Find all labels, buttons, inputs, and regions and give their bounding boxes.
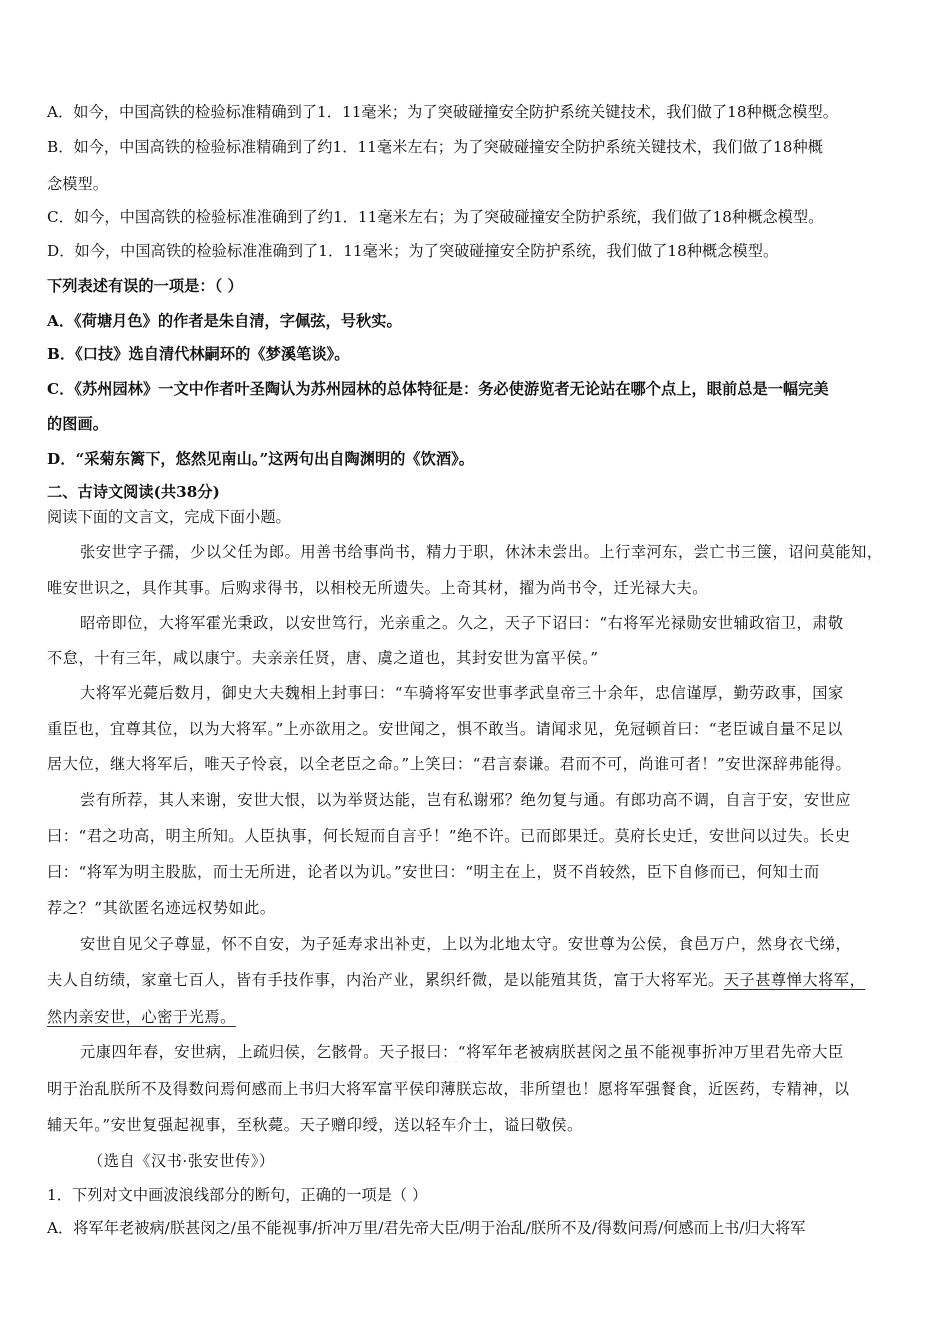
passage-p6-line2 [47, 1078, 917, 1099]
section-instruction: 阅读下面的文言文，完成下面小题。 [47, 508, 291, 526]
question2-option-b: B．《口技》选自清代林嗣环的《梦溪笔谈》。 [47, 345, 350, 363]
passage-p5-line3 [47, 1006, 917, 1027]
option-d: D．如今，中国高铁的检验标准准确到了1．11毫米；为了突破碰撞安全防护系统，我们做了18种概念模型。 [47, 242, 779, 260]
passage-p4-line1: 尝有所荐，其人来谢，安世大恨，以为举贤达能，岂有私谢邪？绝勿复与通。有郎功高不调，自言于安，安世应 [80, 791, 852, 809]
question2-option-c-line2: 的图画。 [47, 415, 108, 433]
wavy-underline-segment: 唯安世识之， [47, 579, 142, 597]
option-b-line1: B．如今，中国高铁的检验标准精确到了约1．11毫米左右；为了突破碰撞安全防护系统关键技术，我们做了18种概 [47, 138, 823, 156]
wavy-underline-segment: 上行幸河东，尝亡书三箧，诏问莫能知， [599, 543, 883, 561]
passage-p3-line2: 重臣也，宜尊其位，以为大将军。”上亦欲用之。安世闻之，惧不敢当。请闻求见，免冠顿首曰：“老臣诚自量不足以 [47, 720, 843, 738]
option-c: C．如今，中国高铁的检验标准准确到了约1．11毫米左右；为了突破碰撞安全防护系统，我们做了18种概念模型。 [47, 208, 824, 226]
passage-p3-line3: 居大位，继大将军后，唯天子怜哀，以全老臣之命。”上笑曰：“君言泰谦。君而不可，尚谁可者！”安世深辞弗能得。 [47, 755, 852, 773]
option-b-line2: 念模型。 [47, 175, 108, 193]
passage-p6-line1 [80, 1041, 918, 1062]
passage-p1-line2: 唯安世识之，具作其事。后购求得书，以相校无所遗失。上奇其材，擢为尚书令，迁光禄大夫。 [47, 579, 708, 597]
option-a: A．如今，中国高铁的检验标准精确到了1．11毫米；为了突破碰撞安全防护系统关键技术，我们做了18种概念模型。 [47, 103, 838, 121]
passage-p1-line1: 张安世字子孺，少以父任为郎。用善书给事尚书，精力于职，休沐未尝出。上行幸河东，尝亡书三箧，诏问莫能知， [80, 543, 883, 561]
passage-p4-line2: 曰：“君之功高，明主所知。人臣执事，何长短而自言乎！”绝不许。已而郎果迁。莫府长史迁，安世问以过失。长史 [47, 827, 851, 845]
section-heading: 二、古诗文阅读(共38分) [47, 483, 220, 501]
underline-segment: 天子甚尊惮大将军， [723, 971, 866, 989]
passage-p2-line1: 昭帝即位，大将军霍光秉政，以安世笃行，光亲重之。久之，天子下诏曰：“右将军光禄勋安世辅政宿卫，肃敬 [80, 614, 844, 632]
passage-p3-line1: 大将军光薨后数月，御史大夫魏相上封事曰：“车骑将军安世事孝武皇帝三十余年，忠信谨厚，勤劳政事，国家 [80, 684, 844, 702]
question1-stem: 1．下列对文中画波浪线部分的断句，正确的一项是（ ） [47, 1186, 428, 1204]
passage-p5-line1: 安世自见父子尊显，怀不自安，为子延寿求出补吏，上以为北地太守。安世尊为公侯，食邑万户，然身衣弋绨， [80, 935, 852, 953]
passage-p2-line2: 不怠，十有三年，咸以康宁。夫亲亲任贤，唐、虞之道也，其封安世为富平侯。” [47, 649, 599, 667]
passage-source: （选自《汉书·张安世传》） [88, 1152, 275, 1170]
question2-option-a: A．《荷塘月色》的作者是朱自清，字佩弦，号秋实。 [47, 312, 402, 330]
question2-option-c-line1: C．《苏州园林》一文中作者叶圣陶认为苏州园林的总体特征是：务必使游览者无论站在哪个点上，眼前总是一幅完美 [47, 380, 829, 398]
question2-stem: 下列表述有误的一项是：（ ） [47, 277, 243, 295]
passage-p6-line3: 辅天年。”安世复强起视事，至秋薨。天子赠印绶，送以轻车介士，谥曰敬侯。 [47, 1116, 583, 1134]
passage-p4-line4: 荐之？”其欲匿名迹远权势如此。 [47, 899, 276, 917]
passage-p4-line3: 曰：“将军为明主股肱，而士无所进，论者以为讥。”安世曰：“明主在上，贤不肖较然，臣下自修而已，何知士而 [47, 863, 820, 881]
question2-option-d: D．“采菊东篱下，悠然见南山。”这两句出自陶渊明的《饮酒》。 [47, 450, 475, 468]
wavy-underline-segment: 元康四年春，安世病，上疏归侯，乞骸骨。天子报曰：“将军年老被病朕甚闵之虽不能视事折冲万里君先帝大臣 [80, 1043, 844, 1061]
underline-segment: 然内亲安世，心密于光焉。 [47, 1008, 236, 1026]
question1-option-a: A．将军年老被病/朕甚闵之/虽不能视事/折冲万里/君先帝大臣/明于治乱/朕所不及/得数问焉/何感而上书/归大将军 [47, 1219, 806, 1237]
passage-p5-line2: 夫人自纺绩，家童七百人，皆有手技作事，内治产业，累织纤微，是以能殖其货，富于大将军光。天子甚尊惮大将军， [47, 971, 866, 989]
wavy-underline-segment: 明于治乱朕所不及得数问焉何感而上书归大将军富平侯印薄朕忘故，非所望也！愿将军强餐食，近医药，专精神，以 [47, 1080, 850, 1098]
